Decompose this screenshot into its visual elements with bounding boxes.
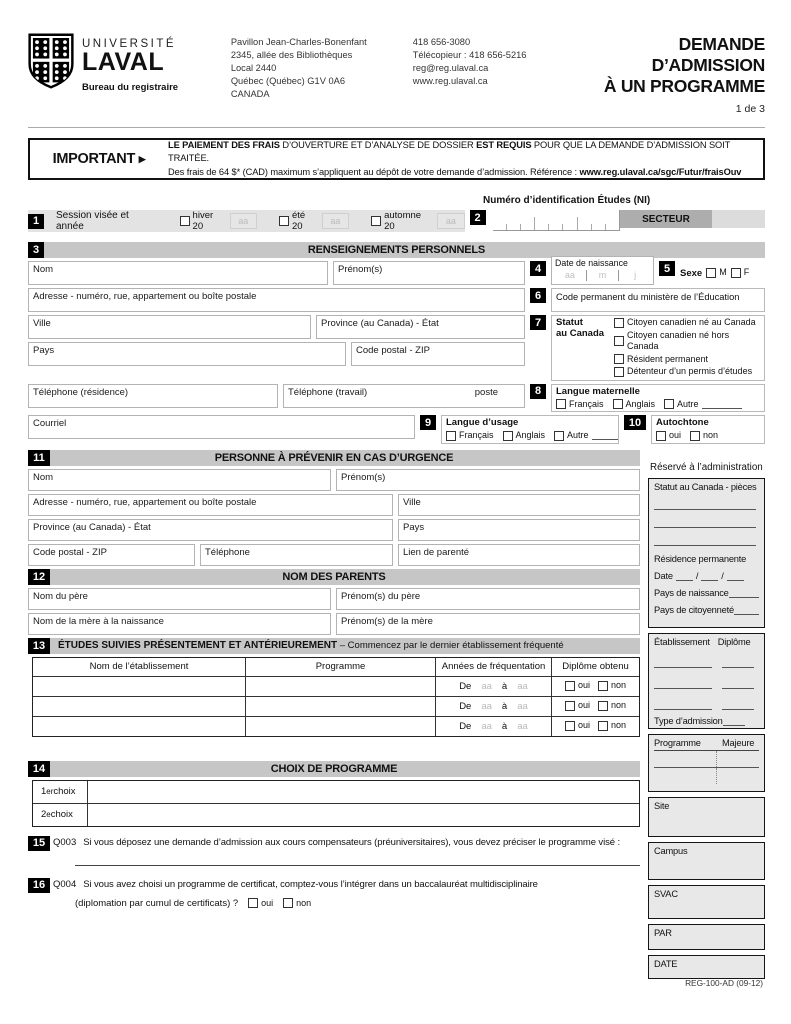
etab-input-3[interactable]: [33, 717, 246, 736]
lu-francais-option[interactable]: Français: [446, 430, 494, 442]
section13-badge: 13: [28, 638, 50, 654]
col-diplome: Diplôme obtenu: [562, 661, 629, 672]
sexe-group: [680, 261, 749, 285]
admin-svac-box[interactable]: SVAC: [648, 885, 765, 919]
urgence-lien[interactable]: Lien de parenté: [398, 544, 640, 566]
diplome-oui-3[interactable]: [565, 721, 575, 731]
field-prenoms[interactable]: Prénom(s): [333, 261, 525, 285]
section8-badge: 8: [530, 384, 546, 399]
lu-anglais-option[interactable]: Anglais: [503, 430, 546, 442]
statut-option-hors-canada[interactable]: Citoyen canadien né hors Canada: [614, 330, 760, 353]
section11-bar: [28, 450, 640, 466]
lm-autre-input[interactable]: [702, 400, 742, 409]
poste-label: poste: [474, 386, 498, 398]
etudes-row-1: De aa à aa oui non: [33, 677, 639, 697]
diplome-non-2[interactable]: [598, 701, 608, 711]
premier-choix-label: 1 er choix: [33, 781, 88, 803]
field-pays[interactable]: Pays: [28, 342, 346, 366]
choix-programme-table: [32, 780, 640, 827]
important-notice: [28, 138, 765, 180]
section4-badge: 4: [530, 261, 546, 276]
ete-checkbox[interactable]: [279, 216, 289, 226]
urgence-pays[interactable]: Pays: [398, 519, 640, 541]
session-label: Session visée et année: [56, 210, 129, 232]
section11-badge: 11: [28, 450, 50, 466]
premier-choix-input[interactable]: [88, 781, 639, 803]
etudes-table: [32, 657, 640, 737]
field-nom[interactable]: Nom: [28, 261, 328, 285]
section13-title: ÉTUDES SUIVIES PRÉSENTEMENT ET ANTÉRIEUREMENT – Commencez par le dernier établissement fréquenté: [58, 640, 564, 651]
annee-de-2[interactable]: aa: [481, 700, 492, 712]
annee-de-3[interactable]: aa: [481, 720, 492, 732]
section12-title: NOM DES PARENTS: [282, 570, 386, 583]
etab-input-2[interactable]: [33, 697, 246, 716]
university-name-line2: LAVAL: [82, 48, 165, 76]
sexe-f-checkbox[interactable]: [731, 268, 741, 278]
urgence-province[interactable]: Province (au Canada) - État: [28, 519, 393, 541]
question-q003: [28, 836, 640, 851]
section1-badge: 1: [28, 214, 44, 229]
session-ni-row: [28, 195, 765, 232]
secteur-input[interactable]: [712, 210, 765, 228]
session-option-hiver[interactable]: hiver 20 aa: [180, 210, 257, 232]
autochtone-oui-option[interactable]: oui: [656, 430, 681, 442]
hiver-year-input[interactable]: aa: [230, 213, 257, 229]
pays-citoyennete-line[interactable]: Pays de citoyenneté: [654, 605, 759, 615]
admin-site-box[interactable]: Site: [648, 797, 765, 837]
code-permanent-field[interactable]: Code permanent du ministère de l’Éducation: [551, 288, 765, 312]
ni-comb-input[interactable]: [493, 210, 620, 231]
session-option-ete[interactable]: été 20 aa: [279, 210, 349, 232]
langue-usage-group: Langue d’usage Français Anglais Autre: [441, 415, 619, 444]
diplome-oui-2[interactable]: [565, 701, 575, 711]
bureau-registraire-label: Bureau du registraire: [82, 82, 179, 93]
section11-title: PERSONNE À PRÉVENIR EN CAS D’URGENCE: [214, 451, 454, 464]
autochtone-non-option[interactable]: non: [690, 430, 718, 442]
address-block: Pavillon Jean-Charles-Bonenfant 2345, allée des Bibliothèques Local 2440 Québec (Québec) G1V 0A6 CANADA: [230, 37, 367, 99]
section9-badge: 9: [420, 415, 436, 430]
col-programme: Programme: [246, 658, 436, 676]
section2-badge: 2: [470, 210, 486, 225]
q004-non-checkbox[interactable]: [283, 898, 293, 908]
urgence-nom[interactable]: Nom: [28, 469, 331, 491]
header-divider: [28, 127, 765, 128]
q003-code: Q003: [53, 836, 77, 848]
section3-title: RENSEIGNEMENTS PERSONNELS: [307, 244, 486, 256]
admin-campus-box[interactable]: Campus: [648, 842, 765, 880]
field-courriel[interactable]: Courriel: [28, 415, 415, 439]
deuxieme-choix-input[interactable]: [88, 804, 639, 826]
programme-col-label: Programme: [654, 737, 701, 748]
automne-checkbox[interactable]: [371, 216, 381, 226]
statut-option-resident[interactable]: Résident permanent: [614, 354, 760, 366]
secteur-label: SECTEUR: [620, 210, 712, 228]
q004-text-line2: (diplomation par cumul de certificats) ?: [75, 897, 239, 909]
section6-badge: 6: [530, 288, 546, 303]
q003-answer-line[interactable]: [75, 855, 640, 866]
q004-non-option[interactable]: non: [283, 898, 311, 910]
section16-badge: 16: [28, 878, 50, 893]
section14-badge: 14: [28, 761, 50, 777]
statut-option-permis[interactable]: Détenteur d’un permis d’études: [614, 366, 760, 378]
urgence-code-postal[interactable]: Code postal - ZIP: [28, 544, 195, 566]
contact-block: 418 656-3080 Télécopieur : 418 656-5216 reg@reg.ulaval.ca www.reg.ulaval.ca: [412, 37, 527, 86]
section14-bar: [28, 761, 640, 777]
col-etablissement: Nom de l’établissement: [33, 658, 246, 676]
q004-oui-checkbox[interactable]: [248, 898, 258, 908]
deuxieme-choix-label: 2 e choix: [33, 804, 88, 826]
residence-permanente-label: Résidence permanente: [654, 553, 747, 564]
automne-year-input[interactable]: aa: [437, 213, 464, 229]
section13-bar: [28, 638, 640, 654]
q003-text: Si vous déposez une demande d’admission aux cours compensateurs (préuniversitaires), vous devez préciser le programme visé :: [83, 836, 621, 848]
section12-badge: 12: [28, 569, 50, 585]
admin-sidebar: [648, 450, 765, 984]
arrow-right-icon: ▶: [138, 154, 146, 164]
diplome-non-1[interactable]: [598, 681, 608, 691]
admin-date-line[interactable]: Date / /: [654, 571, 759, 581]
q004-oui-option[interactable]: oui: [248, 898, 273, 910]
statut-piece-line-3[interactable]: [654, 528, 756, 546]
field-adresse[interactable]: Adresse - numéro, rue, appartement ou boîte postale: [28, 288, 525, 312]
admin-programme-box: [648, 734, 765, 792]
etudes-row-2: De aa à aa oui non: [33, 697, 639, 717]
important-label: IMPORTANT ▶: [52, 151, 146, 167]
prog-input-1[interactable]: [246, 677, 436, 696]
urgence-adresse[interactable]: Adresse - numéro, rue, appartement ou boîte postale: [28, 494, 393, 516]
session-option-automne[interactable]: automne 20 aa: [371, 210, 464, 232]
fees-reference-link: www.reg.ulaval.ca/sgc/Futur/fraisOuv: [579, 166, 742, 177]
prog-input-2[interactable]: [246, 697, 436, 716]
section7-badge: 7: [530, 315, 546, 330]
admin-date-box[interactable]: DATE: [648, 955, 765, 979]
ete-year-input[interactable]: aa: [322, 213, 349, 229]
diplome-non-3[interactable]: [598, 721, 608, 731]
important-text: LE PAIEMENT DES FRAIS D’OUVERTURE ET D’ANALYSE DE DOSSIER EST REQUIS POUR QUE LA DEMANDE D’ADMISSION SOIT TRAITÉE. Des frais de 64 $* (CAD) maximum s’appliquent au dépôt de votre demande d’admission. Référence : www.reg.ulaval.ca/sgc/Futur/fraisOuv: [168, 139, 742, 177]
lm-anglais-option[interactable]: Anglais: [613, 399, 656, 411]
nom-pere[interactable]: Nom du père: [28, 588, 331, 610]
birthdate-label: Date de naissance: [555, 258, 628, 268]
sexe-label: Sexe: [680, 267, 703, 279]
field-province[interactable]: Province (au Canada) - État: [316, 315, 525, 339]
laval-logo: [28, 32, 227, 115]
admin-par-box[interactable]: PAR: [648, 924, 765, 950]
sexe-f-option[interactable]: F: [731, 267, 750, 279]
page-number: 1 de 3: [735, 103, 765, 115]
annee-a-1[interactable]: aa: [517, 680, 528, 692]
urgence-prenoms[interactable]: Prénom(s): [336, 469, 640, 491]
choix-row-2: [33, 804, 639, 826]
lu-autre-input[interactable]: [592, 431, 618, 440]
nom-mere[interactable]: Nom de la mère à la naissance: [28, 613, 331, 635]
diplome-oui-1[interactable]: [565, 681, 575, 691]
admin-statut-box: [648, 478, 765, 628]
form-title: DEMANDE D’ADMISSION À UN PROGRAMME: [603, 34, 765, 96]
lm-autre-option[interactable]: Autre: [664, 399, 742, 411]
ni-label: Numéro d’identification Études (NI): [483, 195, 651, 206]
section3-badge: 3: [28, 242, 44, 258]
autochtone-group: Autochtone oui non: [651, 415, 765, 444]
annee-a-2[interactable]: aa: [517, 700, 528, 712]
prenom-pere[interactable]: Prénom(s) du père: [336, 588, 640, 610]
field-ville[interactable]: Ville: [28, 315, 311, 339]
field-code-postal[interactable]: Code postal - ZIP: [351, 342, 525, 366]
sexe-m-checkbox[interactable]: [706, 268, 716, 278]
section3-bar: [28, 242, 765, 258]
section15-badge: 15: [28, 836, 50, 851]
q004-code: Q004: [53, 878, 77, 890]
hiver-checkbox[interactable]: [180, 216, 190, 226]
type-admission-line[interactable]: Type d’admission: [654, 716, 759, 726]
sexe-m-option[interactable]: M: [706, 267, 727, 279]
masthead: [28, 32, 765, 115]
prog-input-3[interactable]: [246, 717, 436, 736]
admin-title: Réservé à l’administration: [650, 461, 763, 473]
section14-title: CHOIX DE PROGRAMME: [270, 762, 398, 775]
university-name-line1: UNIVERSITÉ: [82, 38, 177, 50]
statut-option-ne-canada[interactable]: Citoyen canadien né au Canada: [614, 317, 760, 329]
langue-maternelle-group: Langue maternelle Français Anglais Autre: [551, 384, 765, 413]
etab-input-1[interactable]: [33, 677, 246, 696]
majeure-col-label: Majeure: [722, 737, 755, 748]
annee-a-3[interactable]: aa: [517, 720, 528, 732]
q004-text-line1: Si vous avez choisi un programme de certificat, comptez-vous l’intégrer dans un baccalauréat multidisciplinaire: [83, 878, 538, 890]
prenom-mere[interactable]: Prénom(s) de la mère: [336, 613, 640, 635]
urgence-telephone[interactable]: Téléphone: [200, 544, 393, 566]
statut-piece-line-1[interactable]: [654, 492, 756, 510]
statut-canada-group: Statut au Canada Citoyen canadien né au Canada Citoyen canadien né hors Canada Résident permanent Détenteur d’un permis d’études: [551, 315, 765, 381]
col-annees: Années de fréquentation: [436, 658, 552, 676]
lm-francais-option[interactable]: Français: [556, 399, 604, 411]
session-band: [28, 210, 465, 232]
section5-badge: 5: [659, 261, 675, 276]
pays-naissance-line[interactable]: Pays de naissance: [654, 588, 759, 598]
form-code: REG-100-AD (09-12): [685, 978, 763, 988]
statut-pieces-label: Statut au Canada - pièces: [654, 481, 757, 492]
question-q004: [28, 878, 640, 893]
birthdate-input[interactable]: Date de naissance aa m j: [551, 256, 654, 285]
section12-bar: [28, 569, 640, 585]
section10-badge: 10: [624, 415, 646, 430]
diplome-col-label: Diplôme: [717, 636, 751, 647]
urgence-ville[interactable]: Ville: [398, 494, 640, 516]
laval-shield-icon: [28, 32, 74, 90]
field-tel-residence[interactable]: Téléphone (résidence): [28, 384, 278, 408]
admin-etablissement-box: [648, 633, 765, 729]
choix-row-1: [33, 781, 639, 804]
statut-piece-line-2[interactable]: [654, 510, 756, 528]
lu-autre-option[interactable]: Autre: [554, 430, 618, 442]
etudes-row-3: De aa à aa oui non: [33, 717, 639, 736]
annee-de-1[interactable]: aa: [481, 680, 492, 692]
field-tel-travail[interactable]: Téléphone (travail) poste: [283, 384, 525, 408]
etablissement-col-label: Établissement: [654, 636, 710, 647]
